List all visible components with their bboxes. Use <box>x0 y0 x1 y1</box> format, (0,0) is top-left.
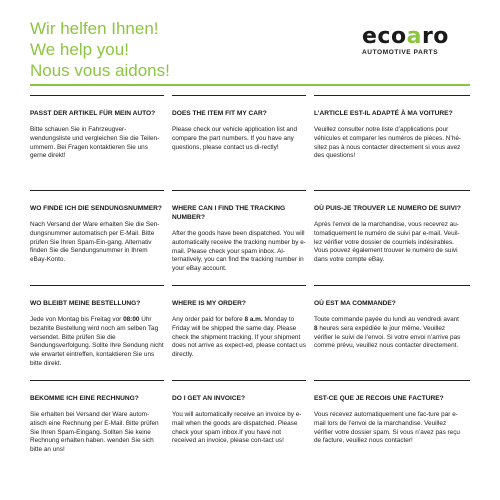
faq-item-en <box>172 285 306 360</box>
faq-question: DO I GET AN INVOICE? <box>172 395 246 402</box>
faq-item-de <box>30 95 164 161</box>
header-line-en: We help you! <box>30 40 129 59</box>
highlight-time: 8 a.m. <box>244 316 263 323</box>
faq-question: WO FINDE ICH DIE SENDUNGSNUMMER? <box>30 205 162 212</box>
faq-answer: You will automatically receive an invoice by e-mail when the goods are dispatched. Please check your spam inbox.If you have not received an invoice, please con-tact us! <box>172 411 302 445</box>
faq-question: PASST DER ARTIKEL FÜR MEIN AUTO? <box>30 110 156 117</box>
faq-item-de <box>30 190 164 265</box>
faq-question: L’ARTICLE EST-IL ADAPTÉ À MA VOITURE? <box>314 110 453 117</box>
header-line-fr: Nous vous aidons! <box>30 61 170 80</box>
faq-question: OÙ PUIS-JE TROUVER LE NUMERO DE SUIVI? <box>314 205 461 212</box>
header-divider <box>30 84 470 86</box>
faq-row-order <box>30 285 470 380</box>
faq-row-tracking <box>30 190 470 285</box>
logo-subtitle: AUTOMOTIVE PARTS <box>362 49 439 56</box>
faq-answer: Vous recevez automatiquement une fac-ture par e-mail lors de l’envoi de la marchandise. Veuillez vérifier votre dossier spam. Si vous n’avez pas reçu de facture, veuillez nous contacter! <box>314 411 460 445</box>
faq-answer: After the goods have been dispatched. You will automatically receive the tracking number by e-mail. Please check your spam inbox. Al-ternatively, you can find the tracking number in your eBay account. <box>172 230 306 273</box>
logo-ring-letter: a <box>406 24 422 49</box>
faq-item-en <box>172 95 306 152</box>
faq-question: WHERE CAN I FIND THE TRACKING NUMBER? <box>172 205 286 221</box>
faq-answer: Please check our vehicle application list and compare the part numbers. If you have any questions, please contact us di-rectly! <box>172 126 298 151</box>
faq-item-fr <box>314 95 464 161</box>
faq-item-en <box>172 190 306 274</box>
faq-answer: Jede von Montag bis Freitag vor 08:00 Uhr bezahlte Bestellung wird noch am selben Tag versendet. Bitte prüfen Sie die Sendungsverfolgung. Sollte Ihre Sendung nicht wie erwartet eintreffen, kontaktieren Sie uns bitte direkt. <box>30 316 164 367</box>
faq-answer: Bitte schauen Sie in Fahrzeugver-wendungsliste und vergleichen Sie die Teilen-ummern. Bei Fragen kontaktieren Sie uns gerne direkt! <box>30 126 160 160</box>
faq-question: BEKOMME ICH EINE RECHNUNG? <box>30 395 139 402</box>
faq-row-fitment <box>30 95 470 190</box>
faq-item-fr <box>314 285 464 351</box>
faq-item-fr <box>314 190 464 265</box>
faq-item-de <box>30 380 164 455</box>
faq-question: DOES THE ITEM FIT MY CAR? <box>172 110 267 117</box>
faq-question: EST-CE QUE JE RECOIS UNE FACTURE? <box>314 395 444 402</box>
faq-item-en <box>172 380 306 446</box>
header-line-de: Wir helfen Ihnen! <box>30 19 159 38</box>
faq-row-invoice <box>30 380 470 475</box>
highlight-time: 08:00 <box>123 316 140 323</box>
faq-item-fr <box>314 380 464 446</box>
brand-logo <box>362 26 462 56</box>
faq-item-de <box>30 285 164 369</box>
faq-answer: Après l’envoi de la marchandise, vous recevrez au-tomatiquement le numéro de suivi par e-mail. Veuil-lez vérifier votre dossier de courriels indésirables. Vous pouvez également trouver le numéro de suivi dans votre compte eBay. <box>314 221 460 264</box>
header <box>30 18 470 80</box>
faq-answer: Any order paid for before 8 a.m. Monday to Friday will be shipped the same day. Please check the shipment tracking. If your shipment does not arrive as expect-ed, please contact us directly. <box>172 316 306 359</box>
faq-answer: Sie erhalten bei Versand der Ware autom-atisch eine Rechnung per E-Mail. Bitte prüfen Sie Ihren Spam-Eingang. Sollten Sie keine Rechnung erhalten haben. wenden Sie sich bitte an uns! <box>30 411 159 454</box>
header-title <box>30 18 170 81</box>
faq-answer: Veuillez consulter notre liste d’applications pour véhicules et comparer les numéros de pièces. N’hé-sitez pas à nous contacter directement si vous avez des questions! <box>314 126 462 160</box>
highlight-time: 8 <box>314 324 318 332</box>
logo-wordmark: ecoaro <box>362 24 449 49</box>
faq-question: WO BLEIBT MEINE BESTELLUNG? <box>30 300 141 307</box>
faq-answer: Toute commande payée du lundi au vendredi avant 8 heures sera expédiée le jour même. Veuillez vérifier le suivi de l’envoi. Si votre envoi n’arrive pas comme prévu, veuillez nous contacter directement. <box>314 316 461 350</box>
faq-answer: Nach Versand der Ware erhalten Sie die Sen-dungsnummer automatisch per E-Mail. Bitte prüfen Sie Ihren Spam-Ein-gang. Alternativ finden Sie die Sendungsnummer in Ihrem eBay-Konto. <box>30 221 160 264</box>
faq-question: WHERE IS MY ORDER? <box>172 300 246 307</box>
faq-question: OÙ EST MA COMMANDE? <box>314 300 396 307</box>
